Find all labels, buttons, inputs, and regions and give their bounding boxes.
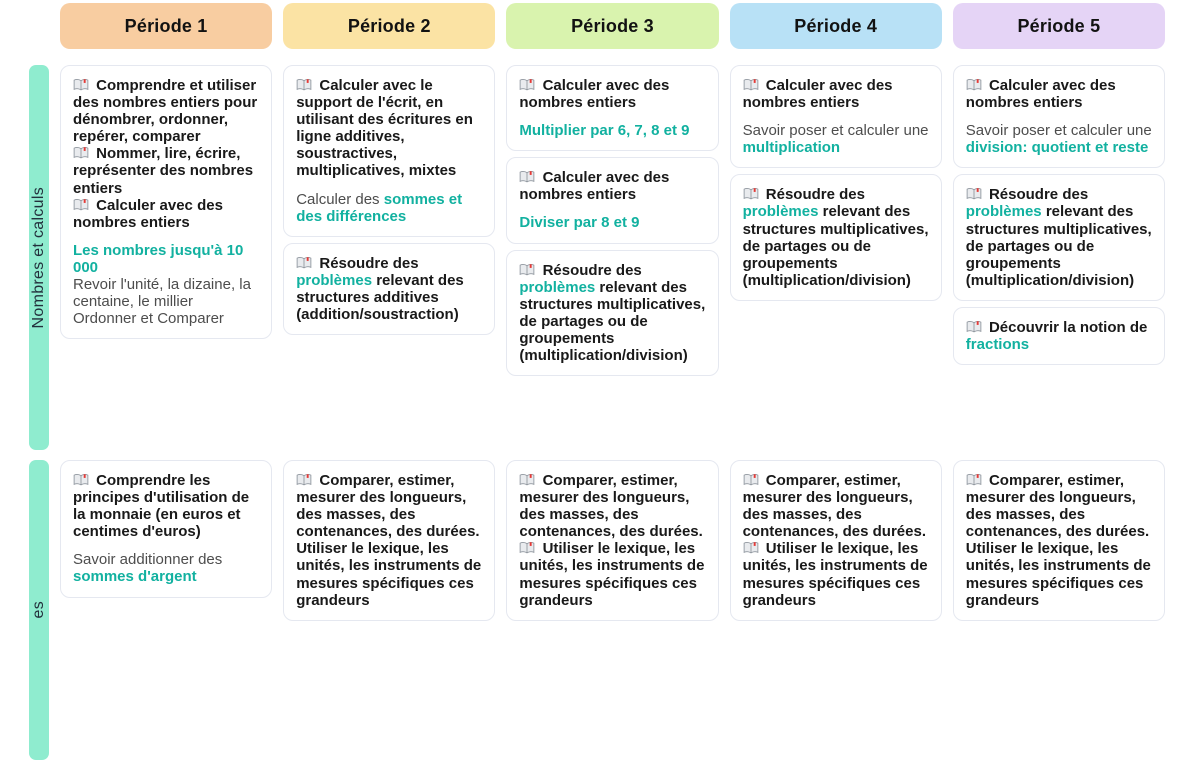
open-book-icon	[743, 78, 759, 92]
text-run: Comparer, estimer, mesurer des longueurs, des masses, des contenances, des durées. Utiliser le lexique, les unités, les instruments de mesures spécifiques ces grandeurs	[965, 472, 1151, 609]
text-run: sommes d'argent	[73, 568, 197, 586]
open-book-icon	[296, 78, 312, 92]
text-run: multiplication	[742, 139, 841, 157]
open-book-icon	[519, 473, 535, 487]
period-column	[283, 460, 495, 621]
text-run: Résoudre des	[765, 186, 865, 204]
open-book-icon	[296, 473, 312, 487]
section-label: Nombres et calculs	[30, 186, 47, 329]
open-book-icon	[519, 263, 535, 277]
card-paragraph	[966, 319, 1152, 353]
text-run: Calculer avec des nombres entiers	[519, 77, 670, 112]
card-paragraph	[519, 540, 705, 608]
text-run: Résoudre des	[988, 186, 1089, 204]
card-paragraph	[73, 276, 259, 310]
objective-card	[506, 250, 718, 377]
open-book-icon	[73, 146, 89, 160]
card-paragraph	[73, 551, 259, 585]
text-run: Comparer, estimer, mesurer des longueurs, des masses, des contenances, des durées. Utiliser le lexique, les unités, les instruments de mesures spécifiques ces grandeurs	[296, 472, 482, 609]
card-paragraph	[73, 472, 259, 540]
card-paragraph	[743, 122, 929, 156]
text-run: Calculer avec des nombres entiers	[965, 77, 1116, 112]
text-run: Comprendre les principes d'utilisation de la monnaie (en euros et centimes d'euros)	[73, 472, 250, 541]
text-run: relevant des structures additives (addition/soustraction)	[296, 271, 464, 324]
open-book-icon	[519, 78, 535, 92]
text-run: relevant des structures multiplicatives, de partages ou de groupements (multiplication/division)	[965, 203, 1152, 289]
text-run: Savoir additionner des	[73, 551, 223, 569]
text-run: Multiplier par 6, 7, 8 et 9	[519, 122, 690, 140]
open-book-icon	[519, 541, 535, 555]
text-run: Comparer, estimer, mesurer des longueurs, des masses, des contenances, des durées.	[742, 472, 926, 541]
objective-card	[506, 157, 718, 243]
open-book-icon	[743, 473, 759, 487]
open-book-icon	[966, 320, 982, 334]
text-run: Savoir poser et calculer une	[742, 122, 929, 140]
card-paragraph	[519, 169, 705, 203]
text-run: Utiliser le lexique, les unités, les instruments de mesures spécifiques ces grandeurs	[519, 540, 705, 609]
open-book-icon	[966, 78, 982, 92]
open-book-icon	[519, 170, 535, 184]
text-run: sommes et des différences	[296, 190, 463, 225]
objective-card	[953, 460, 1165, 621]
text-run: Comprendre et utiliser des nombres entiers pour dénombrer, ordonner, repérer, comparer	[73, 77, 258, 146]
period-2-header: Période 2	[283, 3, 495, 49]
text-run: problèmes	[519, 278, 596, 296]
card-paragraph	[296, 77, 482, 180]
card-paragraph	[743, 540, 929, 608]
text-run: Calculer avec des nombres entiers	[742, 77, 893, 112]
period-3-header: Période 3	[506, 3, 718, 49]
card-paragraph	[966, 186, 1152, 289]
card-paragraph	[296, 191, 482, 225]
objective-card	[730, 174, 942, 301]
text-run: Diviser par 8 et 9	[519, 214, 640, 232]
card-paragraph	[743, 77, 929, 111]
card-paragraph	[73, 242, 259, 276]
objective-card	[730, 65, 942, 168]
card-paragraph	[73, 77, 259, 145]
objective-card	[953, 307, 1165, 365]
card-paragraph	[519, 214, 705, 231]
card-paragraph	[73, 197, 259, 231]
period-column	[506, 65, 718, 376]
open-book-icon	[743, 187, 759, 201]
text-run: Utiliser le lexique, les unités, les instruments de mesures spécifiques ces grandeurs	[742, 540, 928, 609]
objective-card	[283, 65, 495, 237]
section-row	[29, 65, 1165, 450]
card-paragraph	[296, 472, 482, 609]
card-paragraph	[966, 77, 1152, 111]
objective-card	[506, 460, 718, 621]
open-book-icon	[966, 473, 982, 487]
section-row	[29, 460, 1165, 760]
open-book-icon	[743, 541, 759, 555]
period-column	[506, 460, 718, 621]
text-run: relevant des structures multiplicatives, de partages ou de groupements (multiplication/division)	[742, 203, 929, 289]
text-run: problèmes	[742, 203, 819, 221]
text-run: Ordonner et Comparer	[73, 310, 224, 328]
text-run: Revoir l'unité, la dizaine, la centaine, le millier	[73, 276, 251, 311]
text-run: division: quotient et reste	[965, 139, 1149, 157]
text-run: relevant des structures multiplicatives, de partages ou de groupements (multiplication/division)	[519, 278, 706, 365]
objective-card	[60, 460, 272, 598]
objective-card	[283, 460, 495, 621]
text-run: Comparer, estimer, mesurer des longueurs, des masses, des contenances, des durées.	[519, 472, 703, 541]
card-paragraph	[519, 122, 705, 139]
section-bar	[29, 65, 49, 450]
objective-card	[953, 65, 1165, 168]
objective-card	[953, 174, 1165, 301]
text-run: Calculer avec le support de l'écrit, en utilisant des écritures en ligne additives, soustractives, multiplicatives, mixtes	[296, 77, 473, 180]
text-run: Calculer avec des nombres entiers	[73, 196, 223, 231]
card-paragraph	[519, 262, 705, 365]
header-bar-spacer	[29, 3, 49, 49]
period-column	[60, 460, 272, 598]
card-paragraph	[519, 77, 705, 111]
text-run: Savoir poser et calculer une	[965, 122, 1152, 140]
card-paragraph	[519, 472, 705, 540]
text-run: Les nombres jusqu'à 10 000	[73, 241, 244, 276]
open-book-icon	[966, 187, 982, 201]
objective-card	[506, 65, 718, 151]
text-run: Nommer, lire, écrire, représenter des nombres entiers	[73, 145, 254, 197]
card-paragraph	[966, 122, 1152, 156]
section-label: es	[30, 601, 47, 619]
period-1-header: Période 1	[60, 3, 272, 49]
text-run: Calculer des	[296, 190, 384, 208]
text-run: Découvrir la notion de	[988, 318, 1148, 336]
open-book-icon	[73, 78, 89, 92]
card-paragraph	[743, 472, 929, 540]
section-bar	[29, 460, 49, 760]
open-book-icon	[73, 473, 89, 487]
card-paragraph	[296, 255, 482, 323]
card-paragraph	[73, 310, 259, 327]
period-column	[953, 65, 1165, 365]
period-column	[953, 460, 1165, 621]
period-5-header: Période 5	[953, 3, 1165, 49]
open-book-icon	[73, 198, 89, 212]
objective-card	[283, 243, 495, 335]
period-column	[60, 65, 272, 339]
text-run: Calculer avec des nombres entiers	[519, 169, 670, 204]
card-paragraph	[966, 472, 1152, 609]
period-4-header: Période 4	[730, 3, 942, 49]
text-run: problèmes	[965, 203, 1042, 221]
text-run: fractions	[965, 336, 1030, 354]
open-book-icon	[296, 256, 312, 270]
card-paragraph	[743, 186, 929, 289]
text-run: Résoudre des	[542, 261, 642, 279]
period-column	[283, 65, 495, 335]
objective-card	[60, 65, 272, 339]
objective-card	[730, 460, 942, 621]
period-column	[730, 65, 942, 301]
period-header-row	[29, 3, 1165, 49]
card-paragraph	[73, 145, 259, 196]
sections	[29, 65, 1165, 760]
text-run: Résoudre des	[319, 254, 419, 272]
text-run: problèmes	[296, 271, 373, 289]
period-column	[730, 460, 942, 621]
